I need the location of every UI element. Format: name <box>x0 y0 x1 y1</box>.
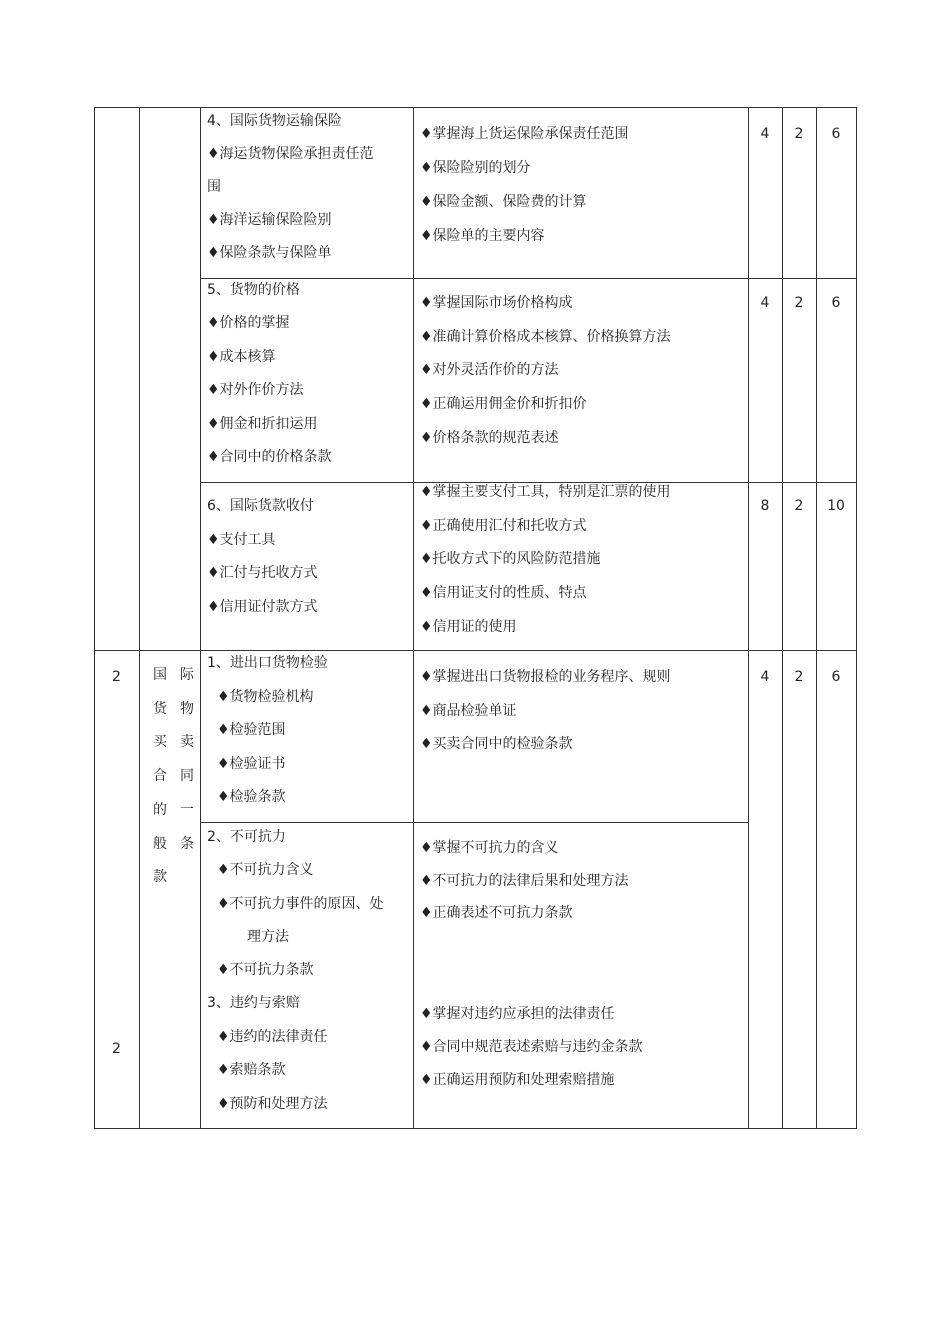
price-topic-line: ♦价格的掌握 <box>207 315 290 332</box>
price-hours-total: 6 <box>831 295 841 311</box>
price-goal-line: ♦正确运用佣金价和折扣价 <box>420 396 587 413</box>
payment-goal-line: ♦托收方式下的风险防范措施 <box>420 551 601 568</box>
price-topic-line: ♦合同中的价格条款 <box>207 449 332 465</box>
insurance-topic-line: ♦海运货物保险承担责任范 <box>207 146 374 162</box>
force_majeure-topic-line: ♦不可抗力含义 <box>217 862 314 879</box>
price-topic-line: ♦成本核算 <box>207 348 276 365</box>
payment-hours-practice: 2 <box>794 498 804 514</box>
inspection-goal-line: ♦掌握进出口货物报检的业务程序、规则 <box>420 669 671 685</box>
payment-goal-line: ♦正确使用汇付和托收方式 <box>420 517 587 534</box>
price-goal-line: ♦价格条款的规范表述 <box>420 429 559 446</box>
price-hours-lecture: 4 <box>760 295 770 311</box>
table-rule-vertical <box>413 107 414 1129</box>
force_majeure-topic-line: ♦不可抗力条款 <box>217 962 314 979</box>
breach-topic-line: ♦索赔条款 <box>217 1062 286 1078</box>
payment-goal-line: ♦信用证的使用 <box>420 618 517 635</box>
unit-number: 2 <box>112 669 121 685</box>
payment-topic-line: ♦汇付与托收方式 <box>207 565 318 582</box>
payment-topic-line: 6、国际货款收付 <box>207 498 314 514</box>
insurance-hours-total: 6 <box>831 126 841 142</box>
insurance-goal-line: ♦保险金额、保险费的计算 <box>420 194 587 210</box>
breach-topic-line: ♦预防和处理方法 <box>217 1095 328 1112</box>
inspection-topic-line: ♦检验条款 <box>217 789 286 805</box>
unit-title-char: 物 <box>180 700 194 717</box>
inspection-goal-line: ♦商品检验单证 <box>420 702 517 719</box>
inspection-hours-practice: 2 <box>794 669 804 685</box>
breach-goal-line: ♦合同中规范表述索赔与违约金条款 <box>420 1039 643 1055</box>
table-rule-horizontal <box>200 822 749 823</box>
force_majeure-topic-line: 2、不可抗力 <box>207 829 286 845</box>
payment-topic-line: ♦信用证付款方式 <box>207 599 318 616</box>
breach-goal-line: ♦掌握对违约应承担的法律责任 <box>420 1006 615 1022</box>
insurance-topic-line: 4、国际货物运输保险 <box>207 113 342 129</box>
table-rule-vertical <box>856 107 857 1129</box>
unit-title-char: 款 <box>153 869 167 886</box>
table-rule-horizontal <box>200 278 857 279</box>
price-hours-practice: 2 <box>794 295 804 311</box>
payment-hours-total: 10 <box>827 498 845 514</box>
table-rule-vertical <box>139 107 140 1129</box>
force_majeure-goal-line: ♦不可抗力的法律后果和处理方法 <box>420 872 629 889</box>
force_majeure-topic-line: ♦不可抗力事件的原因、处 <box>217 895 384 912</box>
price-topic-line: 5、货物的价格 <box>207 282 300 298</box>
inspection-goal-line: ♦买卖合同中的检验条款 <box>420 736 573 752</box>
table-rule-vertical <box>816 107 817 1129</box>
table-rule-horizontal <box>94 650 857 651</box>
breach-topic-line: ♦违约的法律责任 <box>217 1028 328 1045</box>
price-goal-line: ♦掌握国际市场价格构成 <box>420 295 573 311</box>
price-topic-line: ♦佣金和折扣运用 <box>207 415 318 432</box>
unit-title-char: 一 <box>180 801 194 818</box>
inspection-topic-line: 1、进出口货物检验 <box>207 655 328 671</box>
unit-title-char: 的 <box>153 801 167 818</box>
insurance-goal-line: ♦保险单的主要内容 <box>420 228 545 244</box>
force_majeure-topic-line: 理方法 <box>247 928 289 945</box>
unit-title-char: 同 <box>180 768 194 785</box>
inspection-hours-total: 6 <box>831 669 841 685</box>
price-goal-line: ♦准确计算价格成本核算、价格换算方法 <box>420 328 671 345</box>
unit-title-char: 国 <box>153 667 167 683</box>
unit-title-char: 买 <box>153 734 167 751</box>
inspection-topic-line: ♦货物检验机构 <box>217 688 314 705</box>
insurance-topic-line: ♦保险条款与保险单 <box>207 245 332 261</box>
table-rule-horizontal <box>94 107 857 108</box>
table-rule-horizontal <box>94 1128 857 1129</box>
inspection-topic-line: ♦检验范围 <box>217 722 286 738</box>
unit-title-char: 般 <box>153 835 167 852</box>
force_majeure-goal-line: ♦掌握不可抗力的含义 <box>420 840 559 856</box>
payment-goal-line: ♦掌握主要支付工具，特别是汇票的使用 <box>420 484 671 500</box>
unit-title-char: 合 <box>153 768 167 785</box>
table-rule-vertical <box>748 107 749 1129</box>
payment-topic-line: ♦支付工具 <box>207 531 276 548</box>
insurance-goal-line: ♦保险险别的划分 <box>420 160 531 176</box>
insurance-hours-lecture: 4 <box>760 126 770 142</box>
inspection-hours-lecture: 4 <box>760 669 770 685</box>
inspection-topic-line: ♦检验证书 <box>217 755 286 772</box>
unit-title-char: 条 <box>180 835 194 852</box>
price-goal-line: ♦对外灵活作价的方法 <box>420 362 559 379</box>
insurance-topic-line: 围 <box>207 179 221 195</box>
breach-topic-line: 3、违约与索赔 <box>207 995 300 1011</box>
insurance-topic-line: ♦海洋运输保险险别 <box>207 212 332 228</box>
force_majeure-goal-line: ♦正确表述不可抗力条款 <box>420 905 573 921</box>
unit-title-char: 卖 <box>180 734 194 751</box>
payment-goal-line: ♦信用证支付的性质、特点 <box>420 585 587 602</box>
table-rule-vertical <box>94 107 95 1129</box>
price-topic-line: ♦对外作价方法 <box>207 382 304 399</box>
table-rule-vertical <box>782 107 783 1129</box>
unit-title-char: 际 <box>180 667 194 683</box>
breach-goal-line: ♦正确运用预防和处理索赔措施 <box>420 1072 615 1088</box>
unit-number: 2 <box>112 1041 121 1057</box>
payment-hours-lecture: 8 <box>760 498 770 514</box>
insurance-hours-practice: 2 <box>794 126 804 142</box>
table-rule-vertical <box>200 107 201 1129</box>
insurance-goal-line: ♦掌握海上货运保险承保责任范围 <box>420 126 629 142</box>
unit-title-char: 货 <box>153 700 167 717</box>
